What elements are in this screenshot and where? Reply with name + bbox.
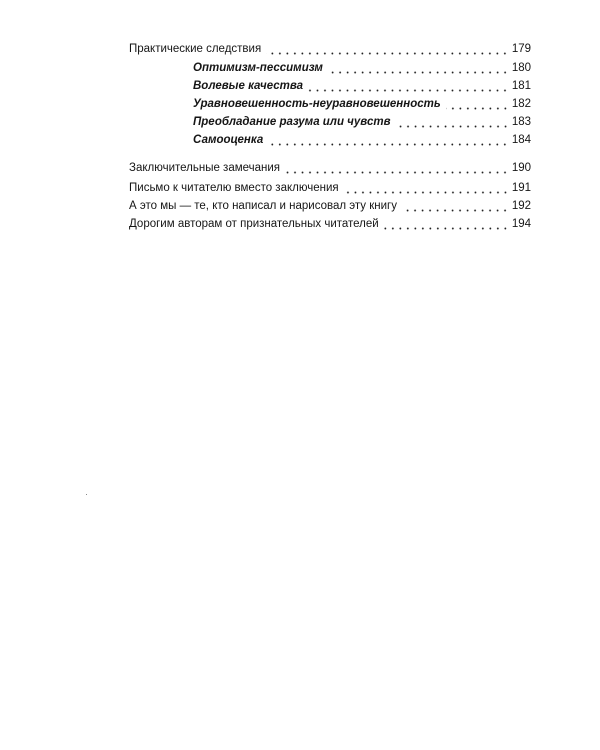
toc-entry-title: Самооценка — [193, 134, 264, 146]
toc-entry-page: 194 — [511, 218, 531, 230]
toc-entry-page: 192 — [511, 200, 531, 212]
toc-entry-title: Дорогим авторам от признательных читателей — [129, 218, 379, 230]
dot-leader — [446, 97, 509, 111]
toc-entry-title: Заключительные замечания — [129, 162, 281, 174]
toc-entry-page: 190 — [511, 162, 531, 174]
toc-entry-page: 184 — [511, 134, 531, 146]
dot-leader — [266, 42, 509, 56]
dot-leader — [344, 181, 509, 195]
toc-entry-title: Письмо к читателю вместо заключения — [129, 182, 339, 194]
dot-leader — [308, 79, 509, 93]
dot-leader — [384, 217, 509, 231]
toc-entry-volitional-qualities — [193, 75, 531, 93]
toc-entry-title: Практические следствия — [129, 43, 262, 55]
toc-entry-page: 179 — [511, 43, 531, 55]
dot-leader — [268, 133, 509, 147]
toc-entry-page: 181 — [511, 80, 531, 92]
toc-entry-title: А это мы — те, кто написал и нарисовал эту книгу — [129, 200, 397, 212]
toc-entry-page: 191 — [511, 182, 531, 194]
toc-entry-page: 180 — [511, 62, 531, 74]
toc-entry-title: Преобладание разума или чувств — [193, 116, 391, 128]
toc-entry-balance — [193, 93, 531, 111]
toc-entry-final-remarks — [129, 157, 531, 175]
dot-leader — [396, 115, 509, 129]
toc-entry-self-esteem — [193, 129, 531, 147]
toc-entry-practical-consequences — [129, 38, 531, 56]
toc-entry-title: Оптимизм-пессимизм — [193, 62, 323, 74]
toc-entry-to-dear-authors — [129, 213, 531, 231]
toc-entry-optimism-pessimism — [193, 57, 531, 75]
dot-leader — [285, 161, 509, 175]
toc-entry-about-authors — [129, 195, 531, 213]
toc-entry-reason-or-feelings — [193, 111, 531, 129]
dot-leader — [402, 199, 509, 213]
scan-speck — [86, 494, 87, 495]
toc-entry-title: Волевые качества — [193, 80, 304, 92]
toc-entry-title: Уравновешенность-неуравновешенность — [193, 98, 441, 110]
toc-entry-page: 183 — [511, 116, 531, 128]
dot-leader — [328, 61, 509, 75]
toc-entry-page: 182 — [511, 98, 531, 110]
toc-entry-letter-to-reader — [129, 177, 531, 195]
